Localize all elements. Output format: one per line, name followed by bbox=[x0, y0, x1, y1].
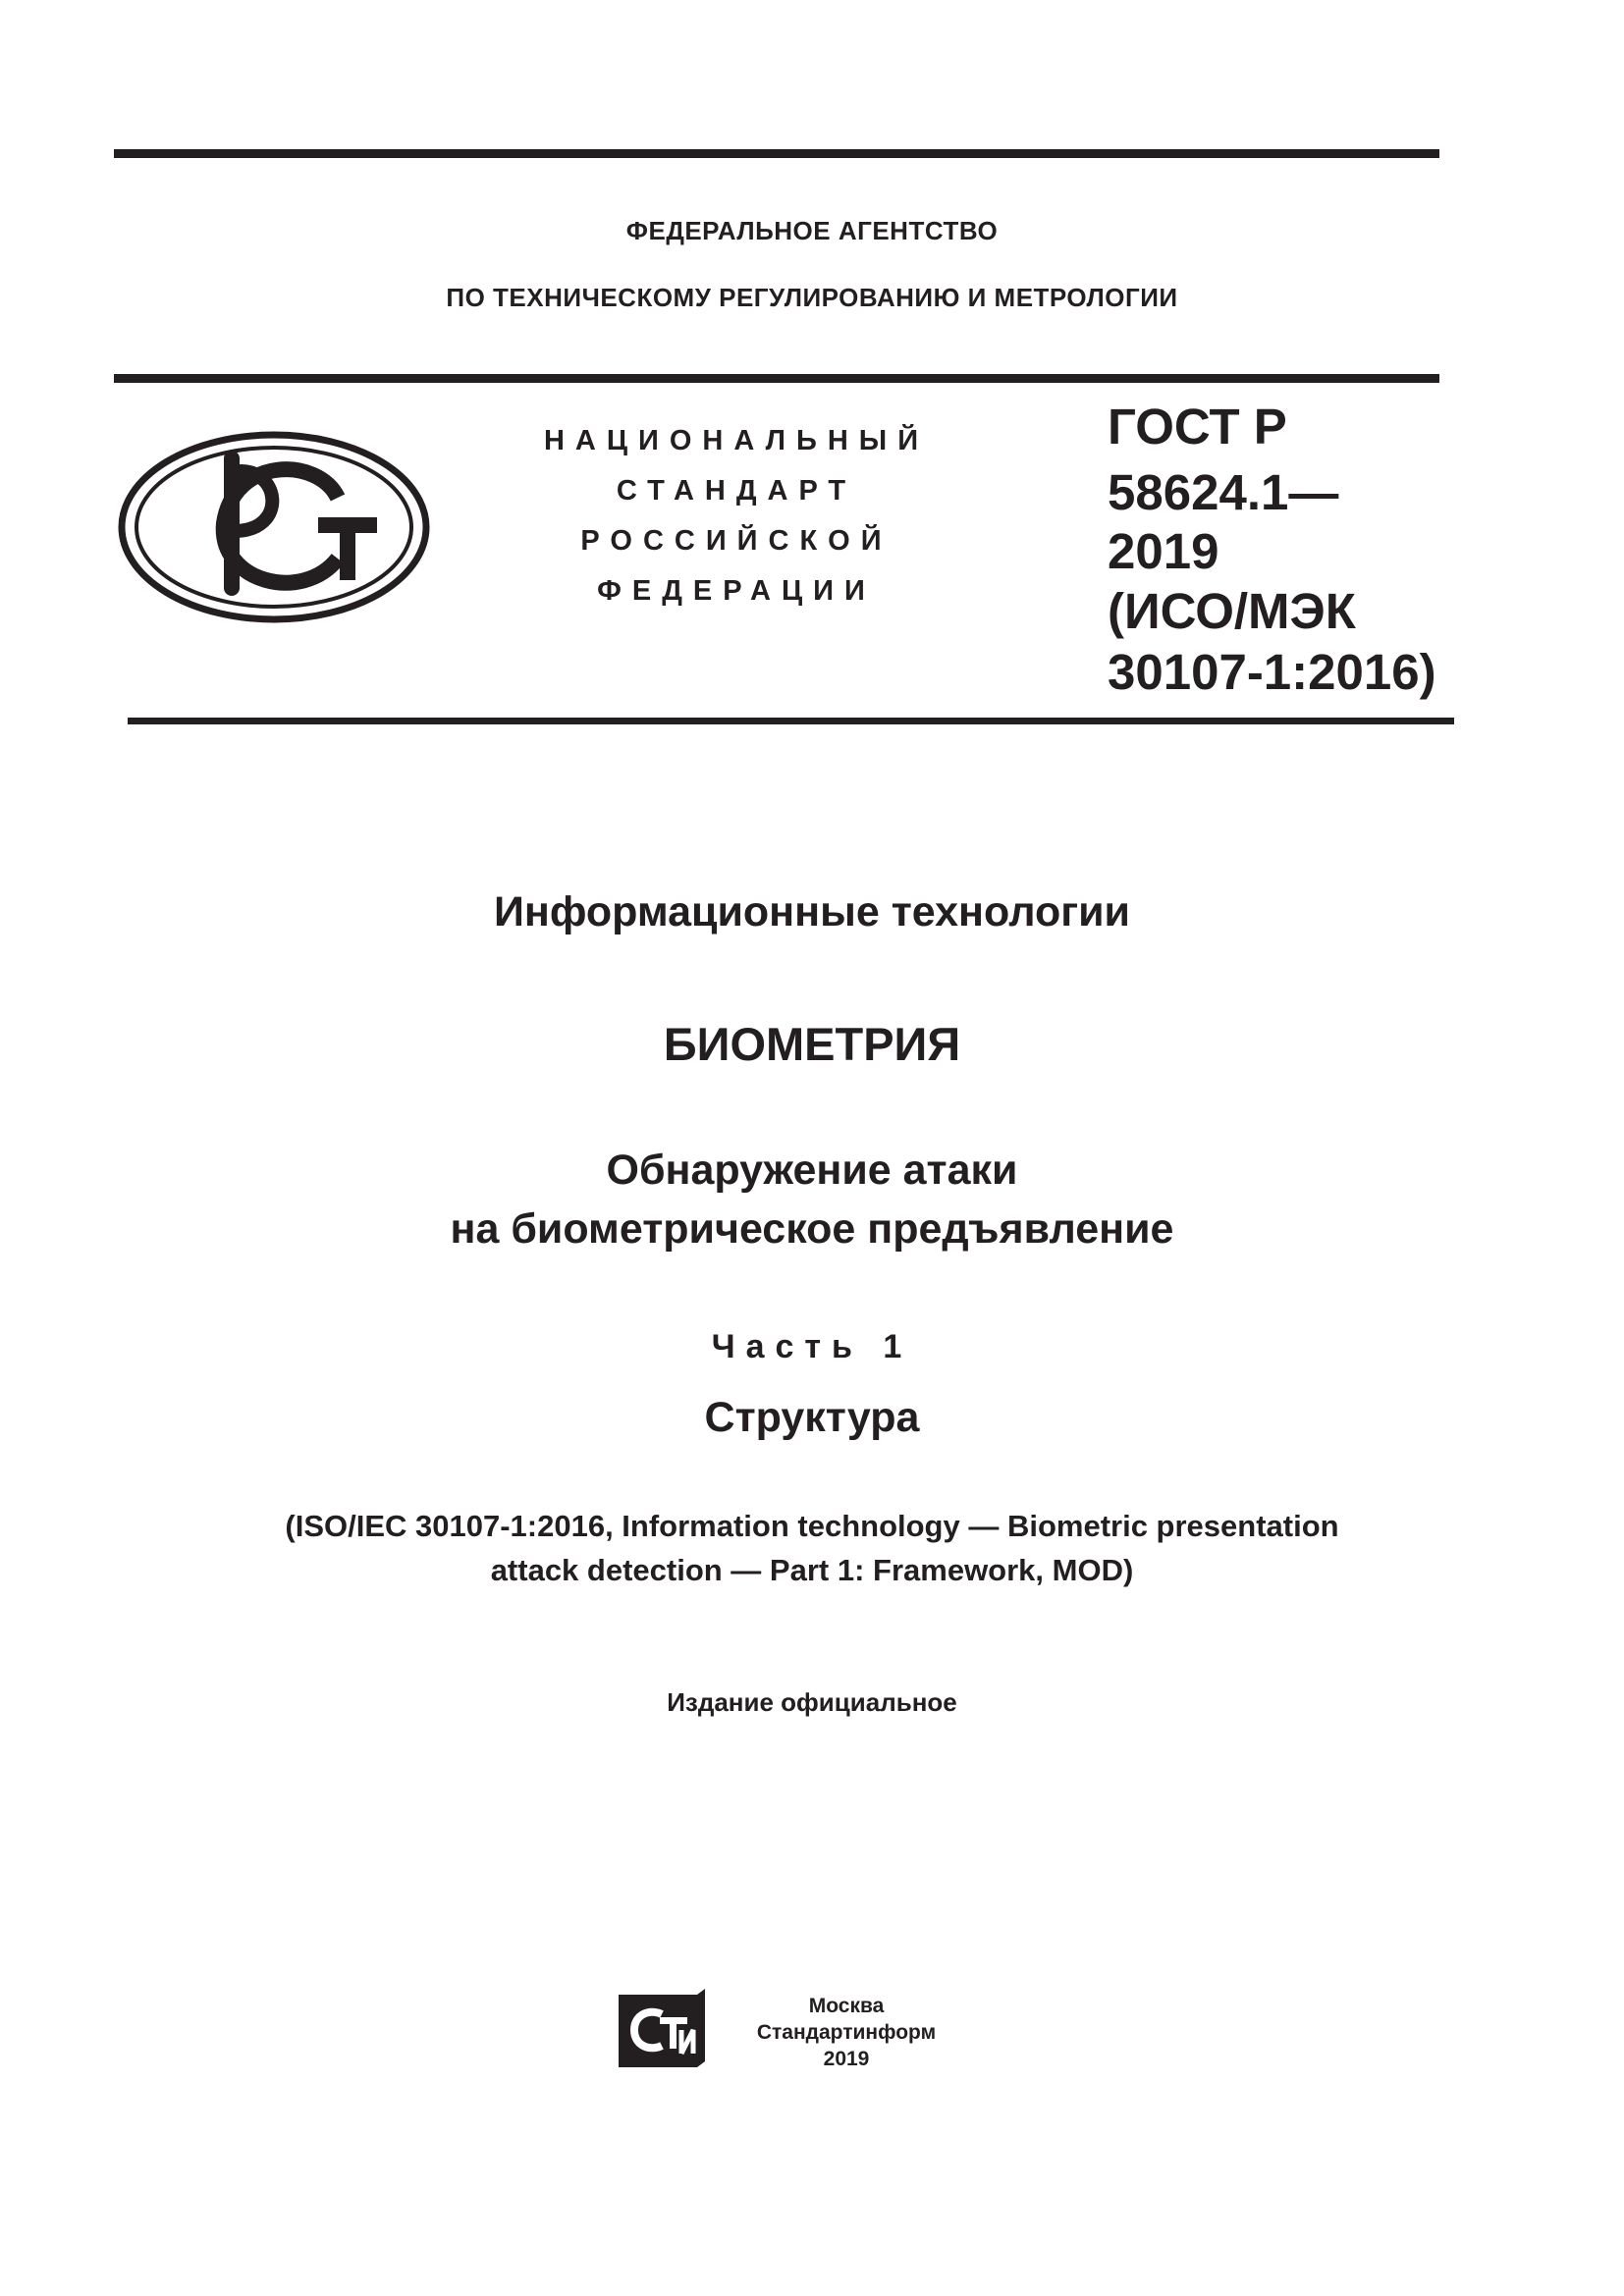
designation-line-5: 30107-1:2016) bbox=[1108, 644, 1436, 700]
rst-certification-emblem-icon bbox=[116, 429, 432, 625]
standard-type-line-3: РОССИЙСКОЙ bbox=[580, 525, 893, 557]
designation-line-1: ГОСТ Р bbox=[1108, 399, 1287, 454]
designation-rule bbox=[128, 718, 1454, 724]
designation-line-3: 2019 bbox=[1108, 523, 1219, 579]
document-subtitle-line-1: Обнаружение атаки bbox=[606, 1147, 1018, 1194]
document-subtitle-line-2: на биометрическое предъявление bbox=[450, 1205, 1174, 1253]
document-topic: БИОМЕТРИЯ bbox=[663, 1018, 961, 1070]
edition-note: Издание официальное bbox=[667, 1687, 957, 1717]
part-name: Структура bbox=[704, 1394, 920, 1441]
publisher-city: Москва bbox=[808, 1995, 885, 2017]
part-number: Часть 1 bbox=[711, 1328, 913, 1365]
original-standard-line-2: attack detection — Part 1: Framework, MOD) bbox=[490, 1553, 1134, 1587]
agency-line-1: ФЕДЕРАЛЬНОЕ АГЕНТСТВО bbox=[625, 216, 999, 245]
standard-type-line-4: ФЕДЕРАЦИИ bbox=[597, 575, 876, 607]
agency-line-2: ПО ТЕХНИЧЕСКОМУ РЕГУЛИРОВАНИЮ И МЕТРОЛОГИИ bbox=[446, 283, 1178, 312]
standard-type-line-1: НАЦИОНАЛЬНЫЙ bbox=[543, 425, 930, 456]
top-rule bbox=[114, 149, 1439, 158]
designation-line-2: 58624.1— bbox=[1108, 464, 1339, 520]
header-rule bbox=[114, 374, 1439, 383]
standard-type-line-2: СТАНДАРТ bbox=[616, 475, 857, 507]
original-standard-line-1: (ISO/IEC 30107-1:2016, Information technology — Biometric presentation bbox=[285, 1509, 1339, 1543]
publisher-year: 2019 bbox=[823, 2048, 870, 2070]
document-title: Информационные технологии bbox=[493, 888, 1130, 935]
designation-line-4: (ИСО/МЭК bbox=[1108, 583, 1356, 639]
publisher-name: Стандартинформ bbox=[756, 2021, 937, 2044]
standartinform-logo-icon bbox=[615, 1985, 707, 2071]
